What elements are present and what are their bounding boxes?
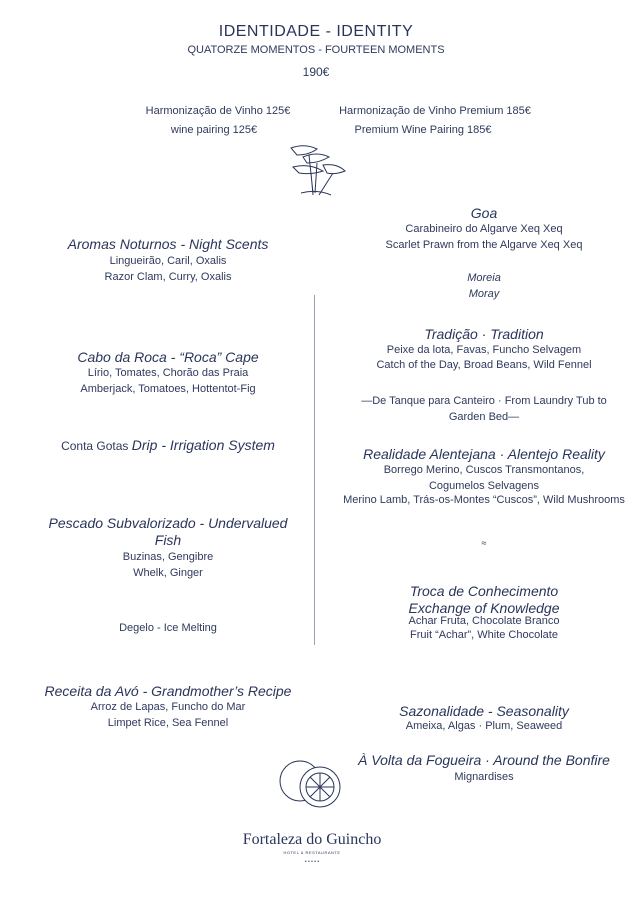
course-desc-en: Moray [468, 288, 500, 300]
course-desc-pt: Buzinas, Gengibre [122, 551, 214, 563]
brand-stars: • • • • • [304, 859, 320, 865]
course-desc-en: Whelk, Ginger [133, 567, 203, 579]
course-desc-en: Scarlet Prawn from the Algarve Xeq Xeq [385, 239, 583, 251]
course-title: —De Tanque para Canteiro · From Laundry Tub to Garden Bed— [361, 395, 607, 423]
course-prefix: Conta Gotas [61, 439, 132, 453]
mushroom-illustration [283, 143, 349, 198]
course-desc-pt: Peixe da lota, Favas, Funcho Selvagem [386, 344, 582, 356]
course-title: Troca de Conhecimento Exchange of Knowledge [408, 583, 560, 616]
menu-price: 190€ [302, 65, 330, 79]
course-desc-pt: Achar Fruta, Chocolate Branco [408, 615, 560, 627]
course-title: Goa [470, 205, 498, 221]
course-desc-pt: Carabineiro do Algarve Xeq Xeq [405, 223, 563, 235]
course-desc-en: Merino Lamb, Trás-os-Montes “Cuscos”, Wild Mushrooms [343, 494, 625, 506]
course-title: Cabo da Roca - “Roca” Cape [77, 349, 259, 365]
brand-subtitle: HOTEL & RESTAURANTE [283, 850, 341, 855]
course-desc-en: Razor Clam, Curry, Oxalis [104, 271, 232, 283]
course-desc-en: Catch of the Day, Broad Beans, Wild Fennel [376, 359, 592, 371]
course-title: Aromas Noturnos - Night Scents [67, 236, 269, 252]
course-desc-pt: Lírio, Tomates, Chorão das Praia [87, 367, 249, 379]
menu-title: IDENTIDADE - IDENTITY [218, 23, 414, 40]
course-separator: ≈ [481, 538, 487, 548]
course-title: À Volta da Fogueira · Around the Bonfire [358, 752, 610, 768]
course-desc-pt: Ameixa, Algas · Plum, Seaweed [405, 720, 563, 732]
column-divider [314, 295, 315, 645]
course-title: Receita da Avó - Grandmother’s Recipe [44, 683, 292, 699]
course-desc-en: Amberjack, Tomatoes, Hottentot-Fig [80, 383, 256, 395]
wine-pairing-en: wine pairing 125€ [170, 124, 258, 136]
premium-pairing-pt: Harmonização de Vinho Premium 185€ [339, 105, 531, 117]
course-title: Moreia [467, 272, 501, 284]
course-desc-pt: Lingueirão, Caril, Oxalis [109, 255, 227, 267]
course-desc-pt: Mignardises [454, 771, 514, 783]
wine-pairing-pt: Harmonização de Vinho 125€ [145, 105, 291, 117]
course-title-italic: Drip - Irrigation System [131, 437, 275, 453]
brand-name: Fortaleza do Guincho [242, 831, 382, 848]
course-desc-pt: Arroz de Lapas, Funcho do Mar [90, 701, 246, 713]
citrus-illustration [276, 757, 346, 813]
menu-subtitle: QUATORZE MOMENTOS - FOURTEEN MOMENTS [187, 44, 445, 56]
course-title: Pescado Subvalorizado - Undervalued Fish [48, 515, 288, 548]
course-desc-en: Limpet Rice, Sea Fennel [107, 717, 229, 729]
course-desc-pt: Borrego Merino, Cuscos Transmontanos, Cogumelos Selvagens [383, 464, 585, 492]
course-desc-en: Fruit “Achar”, White Chocolate [410, 629, 558, 641]
course-title: Sazonalidade - Seasonality [399, 703, 569, 719]
course-title: Tradição · Tradition [424, 326, 544, 342]
course-title: Degelo - Ice Melting [119, 622, 217, 634]
course-title [61, 437, 275, 454]
course-title: Realidade Alentejana · Alentejo Reality [363, 446, 605, 462]
premium-pairing-en: Premium Wine Pairing 185€ [354, 124, 492, 136]
